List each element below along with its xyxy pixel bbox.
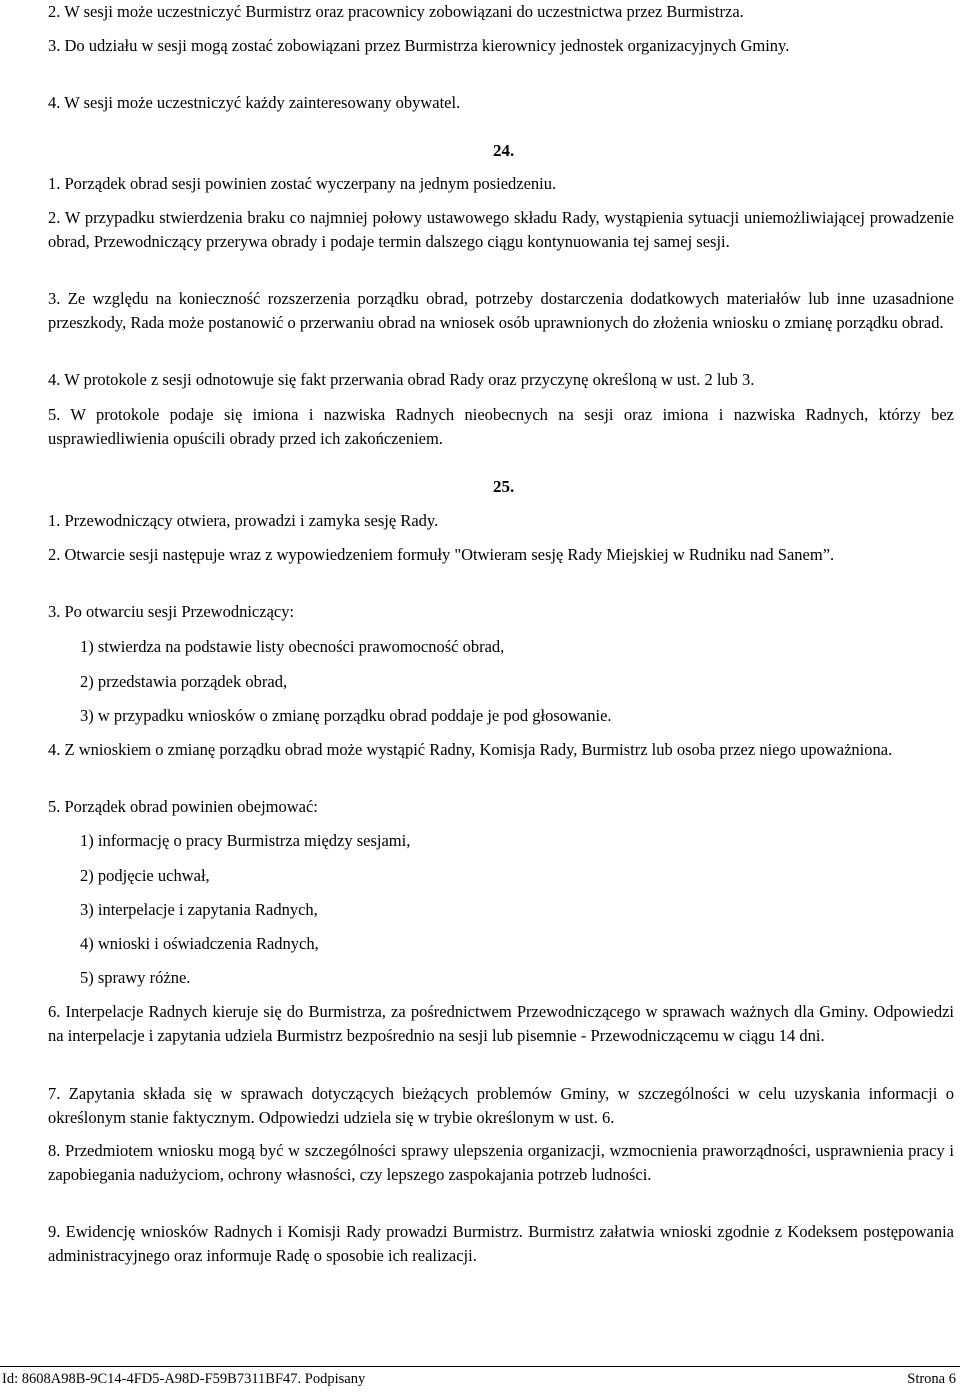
section-heading-24: 24. [493,141,515,160]
paragraph: 9. Ewidencję wniosków Radnych i Komisji Rady prowadzi Burmistrz. Burmistrz załatwia wnioski zgodnie z Kodeksem postępowania administracyjnego oraz informuje Radę o sposobie ich realizacji. [48,1222,954,1265]
paragraph: 4. W protokole z sesji odnotowuje się fakt przerwania obrad Rady oraz przyczynę określoną w ust. 2 lub 3. [48,370,755,389]
list-item: 1) stwierdza na podstawie listy obecności prawomocność obrad, [80,637,505,656]
paragraph: 6. Interpelacje Radnych kieruje się do Burmistrza, za pośrednictwem Przewodniczącego w sprawach ważnych dla Gminy. Odpowiedzi na interpelacje i zapytania udziela Burmistrz bezpośrednio na sesji lub pisemnie - Przewodniczącemu w ciągu 14 dni. [48,1002,954,1045]
paragraph: 7. Zapytania składa się w sprawach dotyczących bieżących problemów Gminy, w szczególności w celu uzyskania informacji o określonym stanie faktycznym. Odpowiedzi udziela się w trybie określonym w ust. 6. [48,1084,954,1127]
list-item: 3) interpelacje i zapytania Radnych, [80,900,318,919]
list-item: 2) przedstawia porządek obrad, [80,672,288,691]
paragraph: 2. Otwarcie sesji następuje wraz z wypowiedzeniem formuły "Otwieram sesję Rady Miejskiej w Rudniku nad Sanem”. [48,545,835,564]
paragraph: 3. Po otwarciu sesji Przewodniczący: [48,602,295,621]
list-item: 4) wnioski i oświadczenia Radnych, [80,934,319,953]
paragraph: 3. Do udziału w sesji mogą zostać zobowiązani przez Burmistrza kierownicy jednostek organizacyjnych Gminy. [48,36,790,55]
paragraph: 1. Przewodniczący otwiera, prowadzi i zamyka sesję Rady. [48,511,439,530]
document-id: Id: 8608A98B-9C14-4FD5-A98D-F59B7311BF47. Podpisany [2,1371,366,1387]
paragraph: 4. W sesji może uczestniczyć każdy zainteresowany obywatel. [48,93,461,112]
paragraph: 2. W sesji może uczestniczyć Burmistrz oraz pracownicy zobowiązani do uczestnictwa przez Burmistrza. [48,2,744,21]
list-item: 5) sprawy różne. [80,968,191,987]
paragraph: 4. Z wnioskiem o zmianę porządku obrad może wystąpić Radny, Komisja Rady, Burmistrz lub osoba przez niego upoważniona. [48,740,893,759]
list-item: 3) w przypadku wniosków o zmianę porządku obrad poddaje je pod głosowanie. [80,706,612,725]
page-footer [0,1366,960,1392]
paragraph: 2. W przypadku stwierdzenia braku co najmniej połowy ustawowego składu Rady, wystąpienia sytuacji uniemożliwiającej prowadzenie obrad, Przewodniczący przerywa obrady i podaje termin dalszego ciągu kontynuowania tej samej sesji. [48,208,954,251]
paragraph: 5. Porządek obrad powinien obejmować: [48,797,318,816]
paragraph: 3. Ze względu na konieczność rozszerzenia porządku obrad, potrzeby dostarczenia dodatkowych materiałów lub inne uzasadnione przeszkody, Rada może postanowić o przerwaniu obrad na wniosek osób uprawnionych do złożenia wniosku o zmianę porządku obrad. [48,289,954,332]
list-item: 2) podjęcie uchwał, [80,866,210,885]
section-heading-25: 25. [493,477,515,496]
paragraph: 8. Przedmiotem wniosku mogą być w szczególności sprawy ulepszenia organizacji, wzmocnienia praworządności, usprawnienia pracy i zapobiegania nadużyciom, ochrony własności, czy lepszego zaspokajania potrzeb ludności. [48,1141,954,1184]
paragraph: 5. W protokole podaje się imiona i nazwiska Radnych nieobecnych na sesji oraz imiona i nazwiska Radnych, którzy bez usprawiedliwienia opuścili obrady przed ich zakończeniem. [48,405,954,448]
list-item: 1) informację o pracy Burmistrza między sesjami, [80,831,411,850]
paragraph: 1. Porządek obrad sesji powinien zostać wyczerpany na jednym posiedzeniu. [48,174,557,193]
page-number: Strona 6 [907,1371,956,1387]
